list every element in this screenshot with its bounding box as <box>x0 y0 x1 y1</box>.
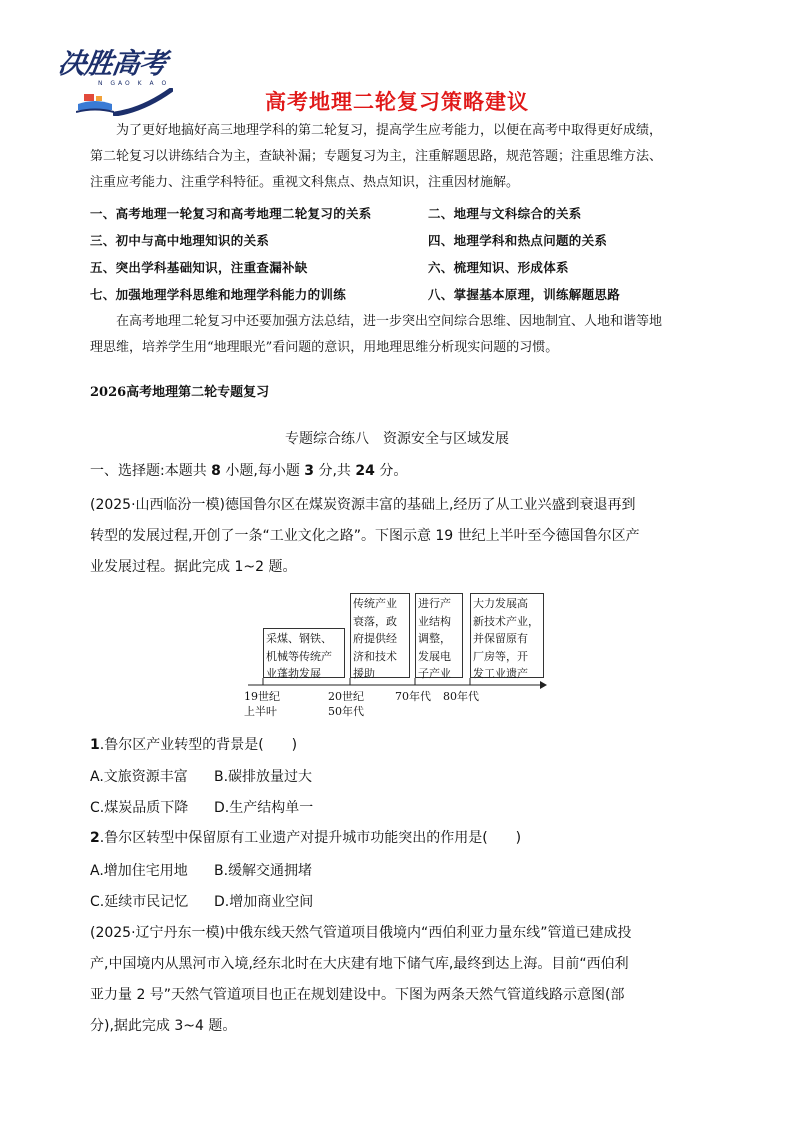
timeline-label-text: 上半叶 <box>244 705 277 718</box>
diagram-text: 并保留原有 <box>473 632 528 645</box>
list-item: 七、加强地理学科思维和地理学科能力的训练 <box>90 287 347 302</box>
list-item: 六、梳理知识、形成体系 <box>428 260 569 275</box>
passage-2-line: 亚力量 2 号”天然气管道项目也正在规划建设中。下图为两条天然气管道线路示意图(部 <box>90 987 625 1003</box>
timeline-label: 80年代 <box>443 690 479 703</box>
summary-paragraph <box>90 309 716 361</box>
passage-2-line: (2025·辽宁丹东一模)中俄东线天然气管道项目俄境内“西伯利亚力量东线”管道已建成投 <box>90 925 632 941</box>
diagram-text: 子产业 <box>418 667 451 680</box>
intro-line-2: 第二轮复习以讲练结合为主，查缺补漏；专题复习为主，注重解题思路，规范答题；注重思维方法、 <box>90 149 663 164</box>
timeline-label: 70年代 <box>395 690 431 703</box>
timeline-label <box>244 689 280 719</box>
page-title: 高考地理二轮复习策略建议 <box>265 90 529 114</box>
exercise-title: 专题综合练八 资源安全与区域发展 <box>285 431 509 447</box>
question-1 <box>90 732 297 759</box>
diagram-text: 衰落，政 <box>353 614 397 628</box>
option-a[interactable]: A.文旅资源丰富 <box>90 769 188 785</box>
logo-subtext: N GAO K A O <box>98 80 170 87</box>
option-a[interactable]: A.增加住宅用地 <box>90 863 188 879</box>
option-b[interactable]: B.缓解交通拥堵 <box>214 863 313 879</box>
diagram-text: 援助 <box>353 667 375 680</box>
question-number: 2 <box>90 830 100 846</box>
diagram-text: 府提供经 <box>353 632 397 645</box>
list-item: 八、掌握基本原理，训练解题思路 <box>428 287 621 302</box>
question-number: 1 <box>90 737 100 753</box>
part-heading: 一、选择题:本题共 8 小题,每小题 3 分,共 24 分。 <box>90 463 408 479</box>
summary-line-1: 在高考地理二轮复习中还要加强方法总结，进一步突出空间综合思维、因地制宜、人地和谐等地 <box>116 314 663 329</box>
list-item: 五、突出学科基础知识，注重查漏补缺 <box>90 260 308 275</box>
summary-line-2: 理思维，培养学生用“地理眼光”看问题的意识，用地理思维分析现实问题的习惯。 <box>90 340 559 355</box>
diagram-text: 厂房等，开 <box>473 649 528 663</box>
list-item: 四、地理学科和热点问题的关系 <box>428 233 608 248</box>
diagram-text: 业蓬勃发展 <box>266 667 321 680</box>
diagram-text: 采煤、钢铁、 <box>266 632 332 645</box>
option-d[interactable]: D.生产结构单一 <box>214 800 314 816</box>
industry-development-diagram <box>240 590 550 720</box>
timeline-label-text: 19世纪 <box>244 690 280 703</box>
intro-line-3: 注重应考能力、注重学科特征。重视文科焦点、热点知识，注重因材施解。 <box>90 175 520 190</box>
diagram-text: 新技术产业， <box>473 614 539 628</box>
passage-2-line: 分),据此完成 3~4 题。 <box>90 1018 237 1034</box>
option-b[interactable]: B.碳排放量过大 <box>214 769 313 785</box>
timeline-label <box>328 689 364 719</box>
diagram-text: 大力发展高 <box>473 597 528 610</box>
option-c[interactable]: C.煤炭品质下降 <box>90 800 189 816</box>
section-heading: 2026高考地理第二轮专题复习 <box>90 385 270 400</box>
option-d[interactable]: D.增加商业空间 <box>214 894 314 910</box>
question-2 <box>90 825 521 852</box>
timeline-label-text: 50年代 <box>328 705 364 718</box>
passage-1-line: 转型的发展过程,开创了一条“工业文化之路”。下图示意 19 世纪上半叶至今德国鲁尔区产 <box>90 528 640 544</box>
passage-2-line: 产,中国境内从黑河市入境,经东北时在大庆建有地下储气库,最终到达上海。目前“西伯利 <box>90 956 629 972</box>
passage-1-line: (2025·山西临汾一模)德国鲁尔区在煤炭资源丰富的基础上,经历了从工业兴盛到衰退再到 <box>90 497 636 513</box>
passage-1-line: 业发展过程。据此完成 1~2 题。 <box>90 559 297 575</box>
diagram-text: 机械等传统产 <box>266 649 332 663</box>
diagram-text: 业结构 <box>418 614 451 628</box>
passage-1 <box>90 490 730 583</box>
question-stem: .鲁尔区产业转型的背景是( ) <box>99 737 298 753</box>
intro-paragraph <box>90 118 716 196</box>
intro-line-1: 为了更好地搞好高三地理学科的第二轮复习，提高学生应考能力，以便在高考中取得更好成绩， <box>116 123 663 138</box>
timeline-label-text: 20世纪 <box>328 690 364 703</box>
logo-brand: 决胜高考 <box>55 47 169 80</box>
option-c[interactable]: C.延续市民记忆 <box>90 894 189 910</box>
passage-2 <box>90 918 730 1042</box>
diagram-text: 济和技术 <box>353 649 397 663</box>
list-item: 一、高考地理一轮复习和高考地理二轮复习的关系 <box>90 206 372 221</box>
diagram-text: 发工业遗产 <box>473 667 528 680</box>
diagram-text: 传统产业 <box>353 597 397 610</box>
diagram-text: 进行产 <box>418 597 451 610</box>
diagram-text: 发展电 <box>418 649 451 663</box>
list-item: 三、初中与高中地理知识的关系 <box>90 233 270 248</box>
question-stem: .鲁尔区转型中保留原有工业遗产对提升城市功能突出的作用是( ) <box>99 830 522 846</box>
diagram-text: 调整， <box>418 632 451 645</box>
list-item: 二、地理与文科综合的关系 <box>428 206 582 221</box>
